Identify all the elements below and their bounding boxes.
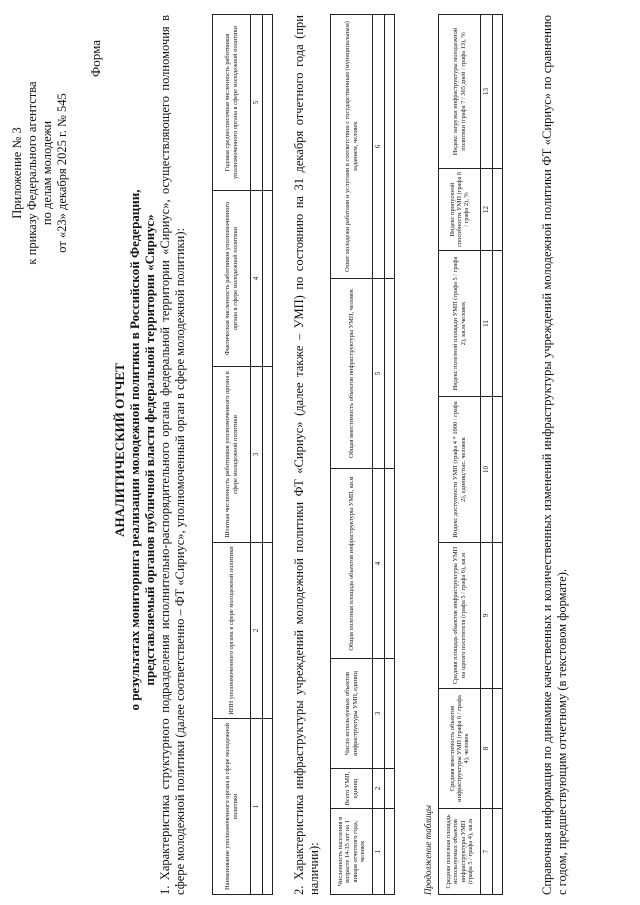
table3-header-11: Индекс полезной площади УМП (графа 5 / графа 2), кв.м/человек	[439, 251, 481, 397]
table2-header-5: Общая вместимость объектов инфраструктуры УМП, человек	[331, 279, 373, 469]
table1-header-2: ИНН уполномоченного органа в сфере молодежной политики	[213, 543, 251, 719]
table2-header-1: Численность населения в возрасте 14-35 лет на 1 января отчетного года, человек	[331, 809, 373, 895]
table-continuation-label: Продолжение таблицы	[423, 804, 433, 895]
title-main: АНАЛИТИЧЕСКИЙ ОТЧЕТ	[112, 363, 127, 537]
table3-num-8: 8	[481, 689, 493, 809]
form-label: Форма	[88, 40, 103, 77]
table-3	[438, 14, 503, 895]
table2-header-2: Всего УМП, единиц	[331, 769, 373, 809]
table3-header-10: Индекс доступности УМП (графа 4 * 1000 / графа 2), единиц/тыс. человек	[439, 397, 481, 543]
table1-header-1: Наименование уполномоченного органа в сфере молодежной политики	[213, 719, 251, 895]
title-sub-2: представляемый органов публичной власти федеральной территории «Сириус»	[142, 214, 157, 686]
table3-header-12: Индекс пропускной способности УМП (графа 6 / графа 2), %	[439, 169, 481, 251]
table-1	[212, 14, 273, 895]
appendix-date-number: от «23» декабря 2025 г. № 545	[55, 93, 69, 253]
table1-header-4: Фактическая численность работников уполномоченного органа в сфере молодежной политики	[213, 191, 251, 367]
table2-header-4: Общая полезная площадь объектов инфраструктуры УМП, кв.м	[331, 469, 373, 659]
table1-header-5: Годовая среднесписочная численность работников уполномоченного органа в сфере молодежной политики	[213, 15, 251, 191]
table3-header-8: Средняя вместимость объектов инфраструктуры УМП (графа 6 / графа 4), человек	[439, 689, 481, 809]
report-title	[112, 185, 157, 715]
title-sub-1: о результатах мониторинга реализации молодежной политики в Российской Федерации,	[127, 189, 142, 711]
section-1-text: 1. Характеристика структурного подразделения исполнительно-распорядительного органа федеральной территории «Сириус», осуществляющего полномочия в сфере молодежной политики (далее соответственно – ФТ «Сириус», уполномоченный орган в сфере молодежной политики):	[158, 15, 187, 895]
table1-num-2: 2	[251, 543, 263, 719]
table1-num-1: 1	[251, 719, 263, 895]
table3-num-9: 9	[481, 543, 493, 689]
table3-num-11: 11	[481, 251, 493, 397]
table-2	[330, 14, 395, 895]
appendix-header	[10, 58, 70, 288]
reference-information-text: Справочная информация по динамике качественных и количественных изменений инфраструктуры учреждений молодежной политики ФТ «Сириус» по сравнению с годом, предшествующим отчетному (в текстовом формате).	[540, 15, 569, 895]
section-2-text: 2. Характеристика инфраструктуры учреждений молодежной политики ФТ «Сириус» (далее также – УМП) по состоянию на 31 декабря отчетного года (при наличии):	[292, 15, 321, 895]
table2-num-5: 5	[373, 279, 385, 469]
table3-num-10: 10	[481, 397, 493, 543]
table3-num-12: 12	[481, 169, 493, 251]
table2-num-2: 2	[373, 769, 385, 809]
table1-num-4: 4	[251, 191, 263, 367]
table1-num-3: 3	[251, 367, 263, 543]
table3-header-13: Индекс загрузки инфраструктуры молодежной политики (графа 7 / 365 дней / графа 13), %	[439, 15, 481, 169]
table2-num-1: 1	[373, 809, 385, 895]
table2-num-3: 3	[373, 659, 385, 769]
table1-num-5: 5	[251, 15, 263, 191]
table2-num-6: 6	[373, 15, 385, 279]
table2-num-4: 4	[373, 469, 385, 659]
table3-num-7: 7	[481, 809, 493, 895]
appendix-order: к приказу Федерального агентства	[25, 81, 39, 265]
appendix-agency: по делам молодежи	[40, 120, 54, 226]
table2-header-3: Число используемых объектов инфраструктуры УМП, единиц	[331, 659, 373, 769]
table3-num-13: 13	[481, 15, 493, 169]
table3-header-9: Средняя площадь объектов инфраструктуры УМП на одного посетителя (графа 5 / графа 6), кв.м	[439, 543, 481, 689]
table3-header-7: Средняя полезная площадь используемых объектов инфраструктуры УМП (графа 5 / графа 4), кв.м	[439, 809, 481, 895]
appendix-number: Приложение № 3	[10, 127, 24, 219]
table2-header-6: Охват молодежи работами и услугами в соответствии с государственным (муниципальным) заданием, человек	[331, 15, 373, 279]
table1-header-3: Штатная численность работников уполномоченного органа в сфере молодежной политики	[213, 367, 251, 543]
